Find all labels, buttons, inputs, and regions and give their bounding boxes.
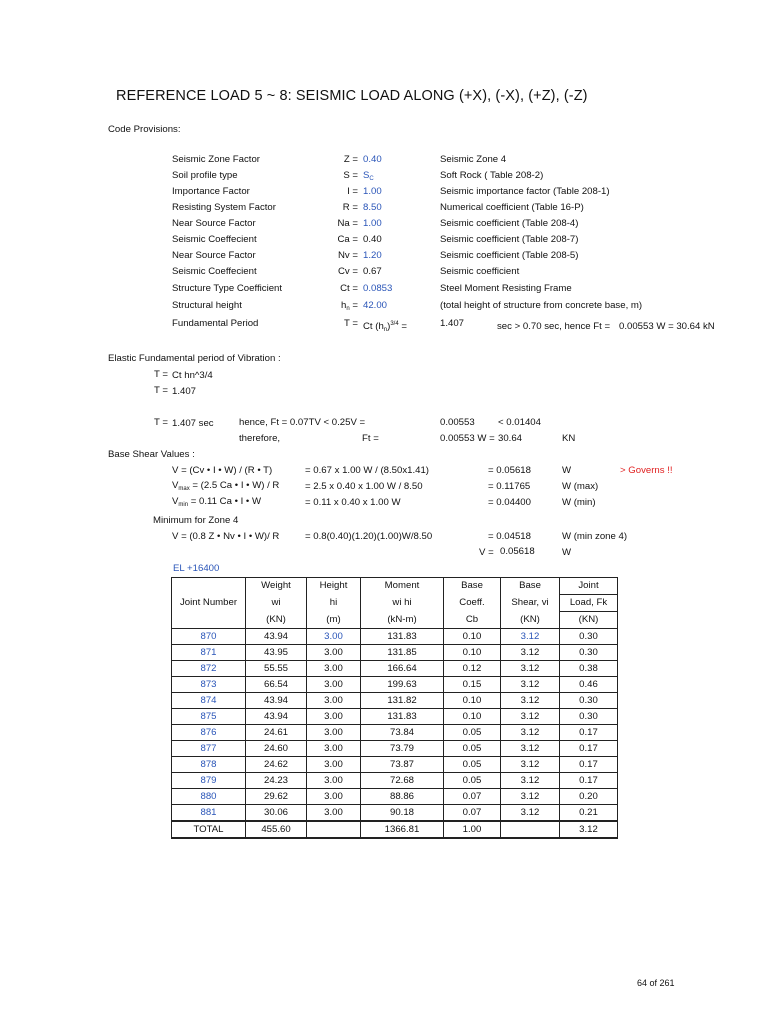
table-cell: 3.00 (307, 725, 361, 741)
table-row (172, 693, 618, 709)
table-header-cell: Base (444, 578, 501, 595)
total-cell: 1.00 (444, 821, 501, 838)
v-result: = 0.05618 (488, 465, 531, 476)
table-cell: 43.94 (246, 629, 307, 645)
total-cell (307, 821, 361, 838)
table-cell: 66.54 (246, 677, 307, 693)
min-zone-unit: W (min zone 4) (562, 531, 628, 542)
table-cell: 3.00 (307, 789, 361, 805)
table-cell: 0.30 (560, 693, 618, 709)
joint-number-cell: 870 (172, 629, 246, 645)
table-header-cell: wi hi (361, 595, 444, 612)
table-cell: 166.64 (361, 661, 444, 677)
ft-condition: hence, Ft = 0.07TV < 0.25V = (239, 417, 366, 428)
table-cell: 90.18 (361, 805, 444, 822)
table-cell: 3.00 (307, 661, 361, 677)
provision-symbol: S = (343, 170, 358, 181)
provision-description: Soft Rock ( Table 208-2) (440, 170, 544, 181)
table-header-cell (172, 612, 246, 629)
table-cell: 0.05 (444, 773, 501, 789)
table-cell: 0.17 (560, 773, 618, 789)
provision-value: 0.40 (363, 154, 382, 165)
provision-symbol: Nv = (338, 250, 358, 261)
table-cell: 3.00 (307, 805, 361, 822)
provision-value: $S_C$ (363, 170, 374, 182)
table-cell: 3.12 (501, 757, 560, 773)
vmin-calc: = 0.11 x 0.40 x 1.00 W (305, 497, 401, 508)
table-cell: 73.87 (361, 757, 444, 773)
table-cell: 43.94 (246, 709, 307, 725)
table-cell: 24.23 (246, 773, 307, 789)
table-cell: 3.12 (501, 789, 560, 805)
provision-description: Seismic Zone 4 (440, 154, 507, 165)
joint-number-cell: 879 (172, 773, 246, 789)
table-cell: 0.10 (444, 709, 501, 725)
period-seconds: 1.407 sec (172, 418, 214, 429)
provision-value: Ct $(h_n)^{3/4}$ = (363, 321, 407, 333)
table-cell: 0.20 (560, 789, 618, 805)
vmax-formula: $V_{max} = (2.5$ Ca • I • W) / R (172, 480, 280, 492)
elastic-t-symbol-2: T = (154, 385, 168, 396)
joint-number-cell: 872 (172, 661, 246, 677)
joint-number-cell: 878 (172, 757, 246, 773)
total-cell: 3.12 (560, 821, 618, 838)
table-header-cell: Moment (361, 578, 444, 595)
vmax-calc: = 2.5 x 0.40 x 1.00 W / 8.50 (305, 481, 423, 492)
code-provisions-label: Code Provisions: (108, 124, 181, 135)
total-cell: 1366.81 (361, 821, 444, 838)
table-cell: 0.07 (444, 805, 501, 822)
provision-description: Seismic coefficient (440, 266, 520, 277)
provision-symbol: Ca = (337, 234, 358, 245)
table-cell: 3.00 (307, 629, 361, 645)
provision-value: 0.0853 (363, 283, 393, 294)
table-header-cell: Height (307, 578, 361, 595)
provision-symbol: I = (347, 186, 358, 197)
table-cell: 0.10 (444, 693, 501, 709)
table-row (172, 757, 618, 773)
table-header-cell: Joint Number (172, 595, 246, 612)
table-row (172, 805, 618, 822)
table-header-cell: Coeff. (444, 595, 501, 612)
table-cell: 0.12 (444, 661, 501, 677)
provision-name: Seismic Coeffecient (172, 266, 257, 277)
provision-symbol: $h_n$ = (341, 300, 358, 312)
min-zone-calc: = 0.8(0.40)(1.20)(1.00)W/8.50 (305, 531, 433, 542)
elastic-heading: Elastic Fundamental period of Vibration : (108, 353, 281, 364)
provision-value: 1.20 (363, 250, 382, 261)
min-zone-heading: Minimum for Zone 4 (153, 515, 239, 526)
table-cell: 29.62 (246, 789, 307, 805)
table-header-row (172, 595, 618, 612)
min-zone-result: = 0.04518 (488, 531, 531, 542)
joint-number-cell: 875 (172, 709, 246, 725)
joint-number-cell: 877 (172, 741, 246, 757)
provision-symbol: Na = (337, 218, 358, 229)
table-row (172, 725, 618, 741)
ft-weight: 0.00553 W = (440, 433, 495, 444)
total-cell: TOTAL (172, 821, 246, 838)
table-cell: 131.83 (361, 629, 444, 645)
table-header-row (172, 578, 618, 595)
table-cell: 0.15 (444, 677, 501, 693)
ft-value: 30.64 (498, 433, 523, 444)
table-cell: 0.30 (560, 645, 618, 661)
table-header-cell: Joint (560, 578, 618, 595)
table-cell: 3.00 (307, 677, 361, 693)
table-cell: 0.17 (560, 741, 618, 757)
joint-number-cell: 874 (172, 693, 246, 709)
table-cell: 73.84 (361, 725, 444, 741)
provision-name: Seismic Zone Factor (172, 154, 260, 165)
provision-name: Importance Factor (172, 186, 250, 197)
table-header-cell: Weight (246, 578, 307, 595)
provision-description: (total height of structure from concrete base, m) (440, 300, 643, 311)
table-cell: 3.12 (501, 773, 560, 789)
table-cell: 30.06 (246, 805, 307, 822)
table-cell: 0.07 (444, 789, 501, 805)
table-header-row (172, 612, 618, 629)
table-header-cell: (KN) (501, 612, 560, 629)
therefore-label: therefore, (239, 433, 281, 444)
table-header-cell: Cb (444, 612, 501, 629)
table-row (172, 645, 618, 661)
table-cell: 0.30 (560, 629, 618, 645)
table-cell: 3.12 (501, 661, 560, 677)
provision-name: Resisting System Factor (172, 202, 276, 213)
table-cell: 0.17 (560, 757, 618, 773)
table-cell: 3.00 (307, 709, 361, 725)
final-v-unit: W (562, 547, 572, 558)
table-header-cell: (kN-m) (361, 612, 444, 629)
provision-description: Numerical coefficient (Table 16-P) (440, 202, 584, 213)
table-cell: 0.46 (560, 677, 618, 693)
elevation-label: EL +16400 (173, 563, 220, 574)
ft-symbol: Ft = (362, 433, 379, 444)
final-v-symbol: V = (479, 547, 494, 558)
table-header-cell: (KN) (560, 612, 618, 629)
table-cell: 3.12 (501, 677, 560, 693)
v-formula: V = (Cv • I • W) / (R • T) (172, 465, 273, 476)
table-header-cell: hi (307, 595, 361, 612)
joint-load-table (171, 577, 618, 839)
table-header-cell: Load, Fk (560, 595, 618, 612)
provision-value: 0.40 (363, 234, 382, 245)
provision-name: Fundamental Period (172, 318, 259, 329)
table-cell: 0.10 (444, 645, 501, 661)
table-cell: 24.61 (246, 725, 307, 741)
table-cell: 3.12 (501, 805, 560, 822)
provision-description: 1.407 (440, 318, 465, 329)
v-unit: W (562, 465, 572, 476)
provision-value: 8.50 (363, 202, 382, 213)
vmax-unit: W (max) (562, 481, 599, 492)
provision-name: Structural height (172, 300, 242, 311)
table-cell: 24.60 (246, 741, 307, 757)
provision-name: Seismic Coeffecient (172, 234, 257, 245)
provision-description: Steel Moment Resisting Frame (440, 283, 572, 294)
table-cell: 55.55 (246, 661, 307, 677)
table-cell: 0.05 (444, 725, 501, 741)
provision-description: Seismic coefficient (Table 208-7) (440, 234, 579, 245)
vmax-result: = 0.11765 (488, 481, 531, 492)
table-row (172, 629, 618, 645)
table-cell: 3.12 (501, 741, 560, 757)
total-cell (501, 821, 560, 838)
table-cell: 43.95 (246, 645, 307, 661)
table-cell: 3.00 (307, 773, 361, 789)
joint-number-cell: 876 (172, 725, 246, 741)
total-cell: 455.60 (246, 821, 307, 838)
table-row (172, 741, 618, 757)
provision-symbol: Z = (343, 154, 358, 165)
table-row (172, 661, 618, 677)
joint-number-cell: 873 (172, 677, 246, 693)
provision-name: Near Source Factor (172, 250, 256, 261)
table-cell: 3.12 (501, 709, 560, 725)
provision-description: Seismic importance factor (Table 208-1) (440, 186, 610, 197)
table-header-cell: (m) (307, 612, 361, 629)
table-cell: 43.94 (246, 693, 307, 709)
provision-symbol: R = (342, 202, 358, 213)
elastic-t-value: 1.407 (172, 386, 197, 397)
table-row (172, 789, 618, 805)
table-header-cell: wi (246, 595, 307, 612)
table-cell: 3.12 (501, 629, 560, 645)
ft-unit: KN (562, 433, 576, 444)
provision-value: 1.00 (363, 186, 382, 197)
table-cell: 3.00 (307, 693, 361, 709)
table-cell: 3.12 (501, 725, 560, 741)
period-note: sec > 0.70 sec, hence Ft = (497, 321, 611, 332)
table-cell: 24.62 (246, 757, 307, 773)
elastic-t-formula: Ct hn^3/4 (172, 370, 213, 381)
ft-coefficient: 0.00553 (440, 417, 475, 428)
provision-value: 0.67 (363, 266, 382, 277)
provision-description: Seismic coefficient (Table 208-4) (440, 218, 579, 229)
table-cell: 0.38 (560, 661, 618, 677)
provision-symbol: Ct = (340, 283, 358, 294)
page-title: REFERENCE LOAD 5 ~ 8: SEISMIC LOAD ALONG (+X), (-X), (+Z), (-Z) (116, 88, 588, 104)
v-calc: = 0.67 x 1.00 W / (8.50x1.41) (305, 465, 429, 476)
base-shear-heading: Base Shear Values : (108, 449, 195, 460)
period-ft: 0.00553 W = 30.64 kN (619, 321, 715, 332)
provision-description: Seismic coefficient (Table 208-5) (440, 250, 579, 261)
elastic-t-symbol: T = (154, 369, 168, 380)
provision-name: Near Source Factor (172, 218, 256, 229)
table-cell: 199.63 (361, 677, 444, 693)
table-header-cell: (KN) (246, 612, 307, 629)
period-symbol: T = (154, 417, 168, 428)
table-cell: 72.68 (361, 773, 444, 789)
vmin-unit: W (min) (562, 497, 596, 508)
table-cell: 0.21 (560, 805, 618, 822)
table-cell: 0.17 (560, 725, 618, 741)
table-cell: 3.12 (501, 645, 560, 661)
table-cell: 131.83 (361, 709, 444, 725)
table-cell: 0.05 (444, 741, 501, 757)
table-cell: 3.00 (307, 757, 361, 773)
table-cell: 3.00 (307, 645, 361, 661)
table-cell: 3.12 (501, 693, 560, 709)
table-cell: 131.82 (361, 693, 444, 709)
table-header-cell (172, 578, 246, 595)
table-cell: 131.85 (361, 645, 444, 661)
provision-symbol: T = (344, 318, 358, 329)
table-row (172, 677, 618, 693)
table-cell: 88.86 (361, 789, 444, 805)
final-v-value: 0.05618 (500, 546, 535, 557)
joint-number-cell: 880 (172, 789, 246, 805)
vmin-result: = 0.04400 (488, 497, 531, 508)
provision-value: 42.00 (363, 300, 388, 311)
table-cell: 0.30 (560, 709, 618, 725)
table-cell: 3.00 (307, 741, 361, 757)
table-cell: 0.10 (444, 629, 501, 645)
provision-name: Soil profile type (172, 170, 238, 181)
table-row (172, 709, 618, 725)
provision-symbol: Cv = (338, 266, 358, 277)
governs-note: > Governs !! (620, 465, 673, 476)
table-cell: 73.79 (361, 741, 444, 757)
ft-limit: < 0.01404 (498, 417, 541, 428)
joint-number-cell: 871 (172, 645, 246, 661)
joint-number-cell: 881 (172, 805, 246, 822)
provision-value: 1.00 (363, 218, 382, 229)
table-total-row (172, 821, 618, 838)
min-zone-formula: V = (0.8 Z • Nv • I • W)/ R (172, 531, 280, 542)
table-header-cell: Base (501, 578, 560, 595)
table-header-cell: Shear, vi (501, 595, 560, 612)
table-cell: 0.05 (444, 757, 501, 773)
table-row (172, 773, 618, 789)
provision-name: Structure Type Coefficient (172, 283, 283, 294)
vmin-formula: $V_{min} = 0.11$ Ca • I • W (172, 496, 262, 508)
page-number: 64 of 261 (637, 978, 675, 988)
